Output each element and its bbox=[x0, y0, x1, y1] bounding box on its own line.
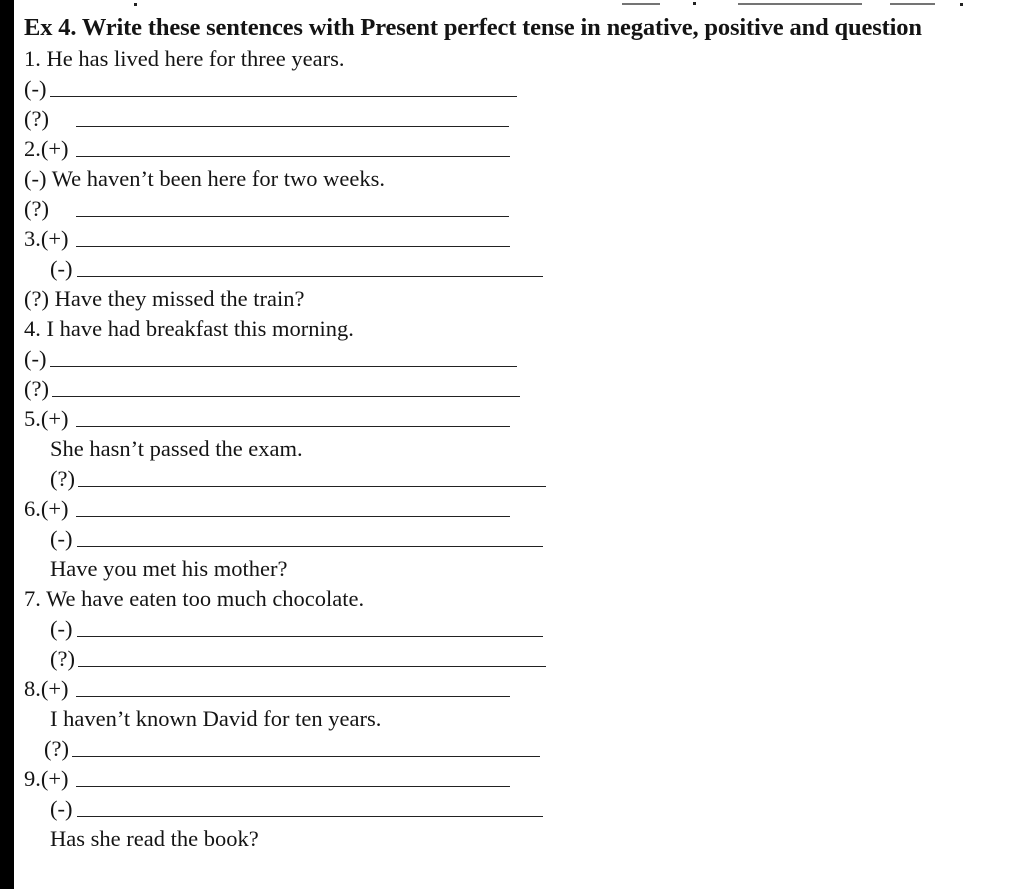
cropped-top-line-fragments bbox=[0, 0, 1024, 12]
line-label: Have you met his mother? bbox=[50, 556, 288, 581]
answer-blank[interactable] bbox=[50, 96, 517, 97]
answer-blank[interactable] bbox=[50, 366, 517, 367]
line-label: (?) bbox=[50, 466, 75, 491]
line-label: 6.(+) bbox=[24, 496, 69, 521]
line-label: (?) bbox=[44, 736, 69, 761]
line-label: 9.(+) bbox=[24, 766, 69, 791]
line-label: (-) We haven’t been here for two weeks. bbox=[24, 166, 385, 191]
line-label: 3.(+) bbox=[24, 226, 69, 251]
line-label: (?) bbox=[24, 196, 49, 221]
answer-blank[interactable] bbox=[78, 486, 546, 487]
answer-blank[interactable] bbox=[76, 696, 510, 697]
line-label: (-) bbox=[24, 346, 47, 371]
line-label: (?) Have they missed the train? bbox=[24, 286, 305, 311]
answer-blank[interactable] bbox=[52, 396, 520, 397]
answer-blank[interactable] bbox=[76, 156, 510, 157]
line-label: I haven’t known David for ten years. bbox=[50, 706, 382, 731]
answer-blank[interactable] bbox=[77, 546, 543, 547]
line-label: 5.(+) bbox=[24, 406, 69, 431]
answer-blank[interactable] bbox=[78, 666, 546, 667]
answer-blank[interactable] bbox=[77, 636, 543, 637]
line-label: (-) bbox=[50, 256, 73, 281]
answer-blank[interactable] bbox=[76, 516, 510, 517]
line-label: She hasn’t passed the exam. bbox=[50, 436, 303, 461]
answer-blank[interactable] bbox=[76, 786, 510, 787]
answer-blank[interactable] bbox=[72, 756, 540, 757]
line-label: (-) bbox=[50, 796, 73, 821]
line-label: 4. I have had breakfast this morning. bbox=[24, 316, 354, 341]
line-label: 8.(+) bbox=[24, 676, 69, 701]
exercise-title: Ex 4. Write these sentences with Present perfect tense in negative, positive and question bbox=[24, 14, 922, 41]
answer-blank[interactable] bbox=[77, 276, 543, 277]
left-dark-edge bbox=[0, 0, 14, 889]
line-label: 1. He has lived here for three years. bbox=[24, 46, 345, 71]
line-label: (-) bbox=[50, 526, 73, 551]
line-label: Has she read the book? bbox=[50, 826, 259, 851]
answer-blank[interactable] bbox=[76, 426, 510, 427]
line-label: 2.(+) bbox=[24, 136, 69, 161]
line-label: (-) bbox=[24, 76, 47, 101]
answer-blank[interactable] bbox=[76, 216, 509, 217]
answer-blank[interactable] bbox=[76, 246, 510, 247]
answer-blank[interactable] bbox=[77, 816, 543, 817]
line-label: (?) bbox=[24, 376, 49, 401]
line-label: (?) bbox=[24, 106, 49, 131]
line-label: (-) bbox=[50, 616, 73, 641]
line-label: 7. We have eaten too much chocolate. bbox=[24, 586, 365, 611]
answer-blank[interactable] bbox=[76, 126, 509, 127]
line-label: (?) bbox=[50, 646, 75, 671]
